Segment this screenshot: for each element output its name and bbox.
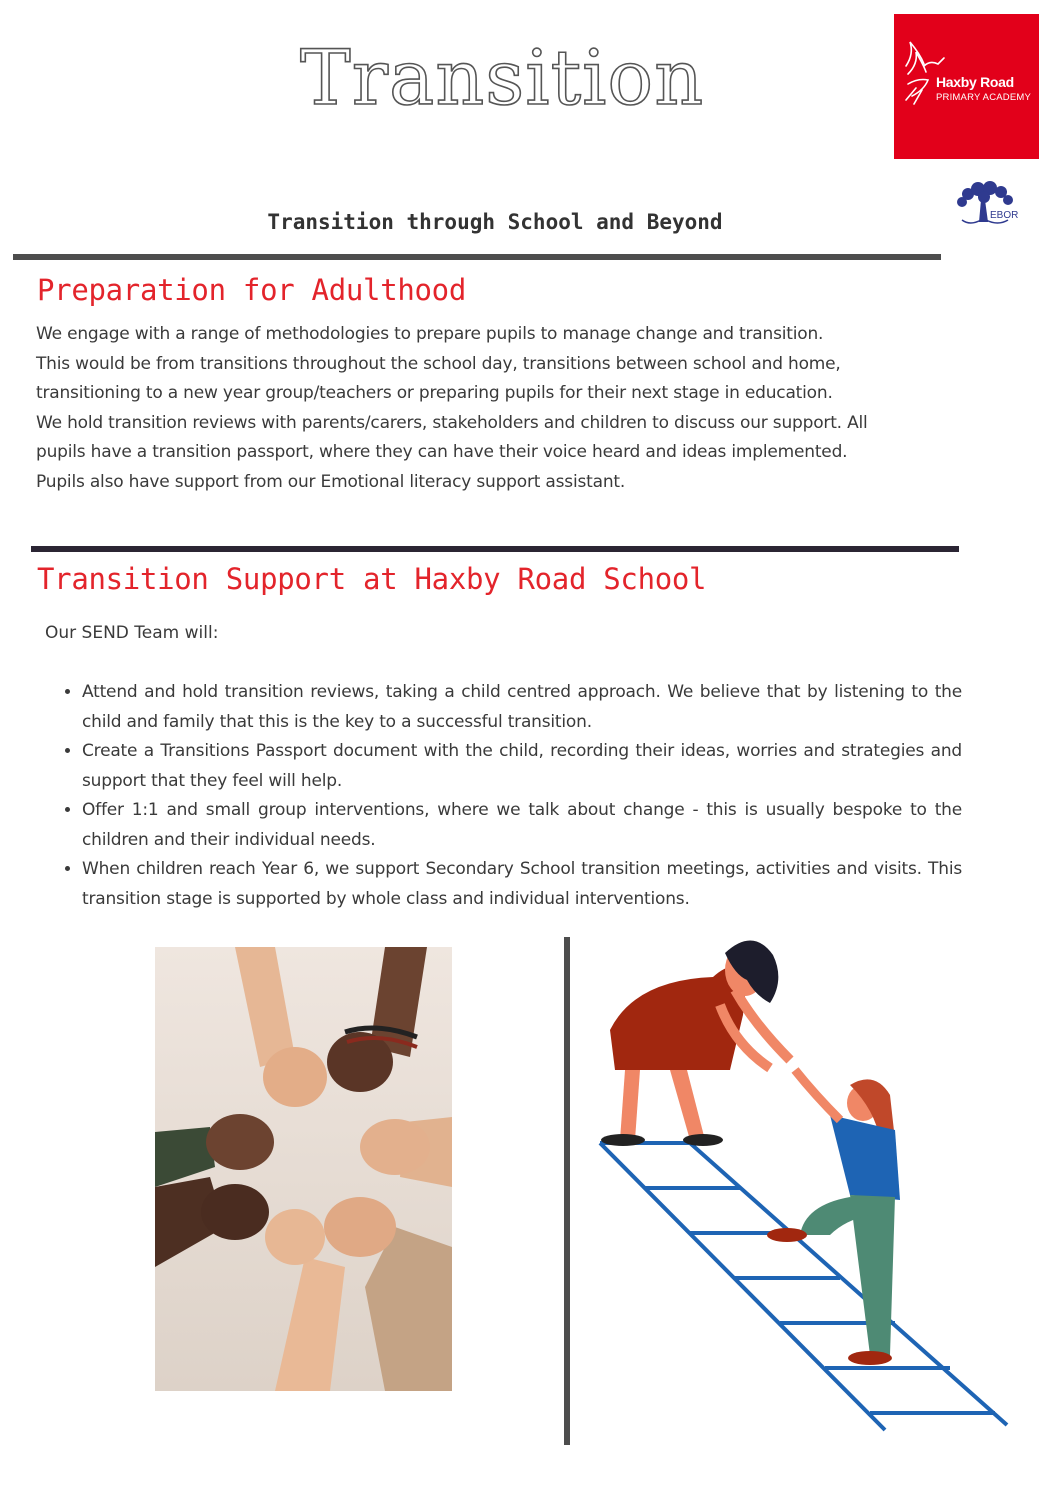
paragraph-line: pupils have a transition passport, where they can have their voice heard and ideas implemented. [36,442,848,462]
school-logo [894,14,1039,159]
page-subtitle: Transition through School and Beyond [267,210,723,234]
divider-rule [31,546,959,552]
ebor-label: EBOR [990,210,1019,221]
logo-name: Haxby Road [936,74,1014,90]
list-item: • Create a Transitions Passport document with the child, recording their ideas, worries and strategies and support that they feel will help. [82,737,962,796]
logo-subtitle: PRIMARY ACADEMY [936,92,1032,103]
ebor-tree-logo [948,180,1024,230]
list-item: • When children reach Year 6, we support Secondary School transition meetings, activities and visits. This transition stage is supported by whole class and individual interventions. [82,855,962,914]
paragraph-line: Pupils also have support from our Emotional literacy support assistant. [36,471,626,492]
list-item: • Attend and hold transition reviews, taking a child centred approach. We believe that by listening to the child and family that this is the key to a successful transition. [82,678,962,737]
section-heading-support: Transition Support at Haxby Road School [37,562,707,596]
ladder-illustration [595,935,1015,1435]
section-heading-adulthood: Preparation for Adulthood [37,273,466,307]
paragraph-line: transitioning to a new year group/teachers or preparing pupils for their next stage in education. [36,383,833,403]
vertical-divider [564,937,570,1445]
fists-photo [155,947,452,1391]
list-item: • Offer 1:1 and small group interventions, where we talk about change - this is usually bespoke to the children and their individual needs. [82,796,962,855]
paragraph-line: We hold transition reviews with parents/carers, stakeholders and children to discuss our support. All [36,412,868,433]
paragraph-line: This would be from transitions throughout the school day, transitions between school and home, [36,353,841,374]
adulthood-paragraph [36,320,946,497]
divider-rule [13,254,941,260]
support-lead: Our SEND Team will: [45,623,219,643]
page-title: Transition [300,33,705,122]
paragraph-line: We engage with a range of methodologies to prepare pupils to manage change and transition. [36,324,824,344]
support-list [60,678,962,914]
